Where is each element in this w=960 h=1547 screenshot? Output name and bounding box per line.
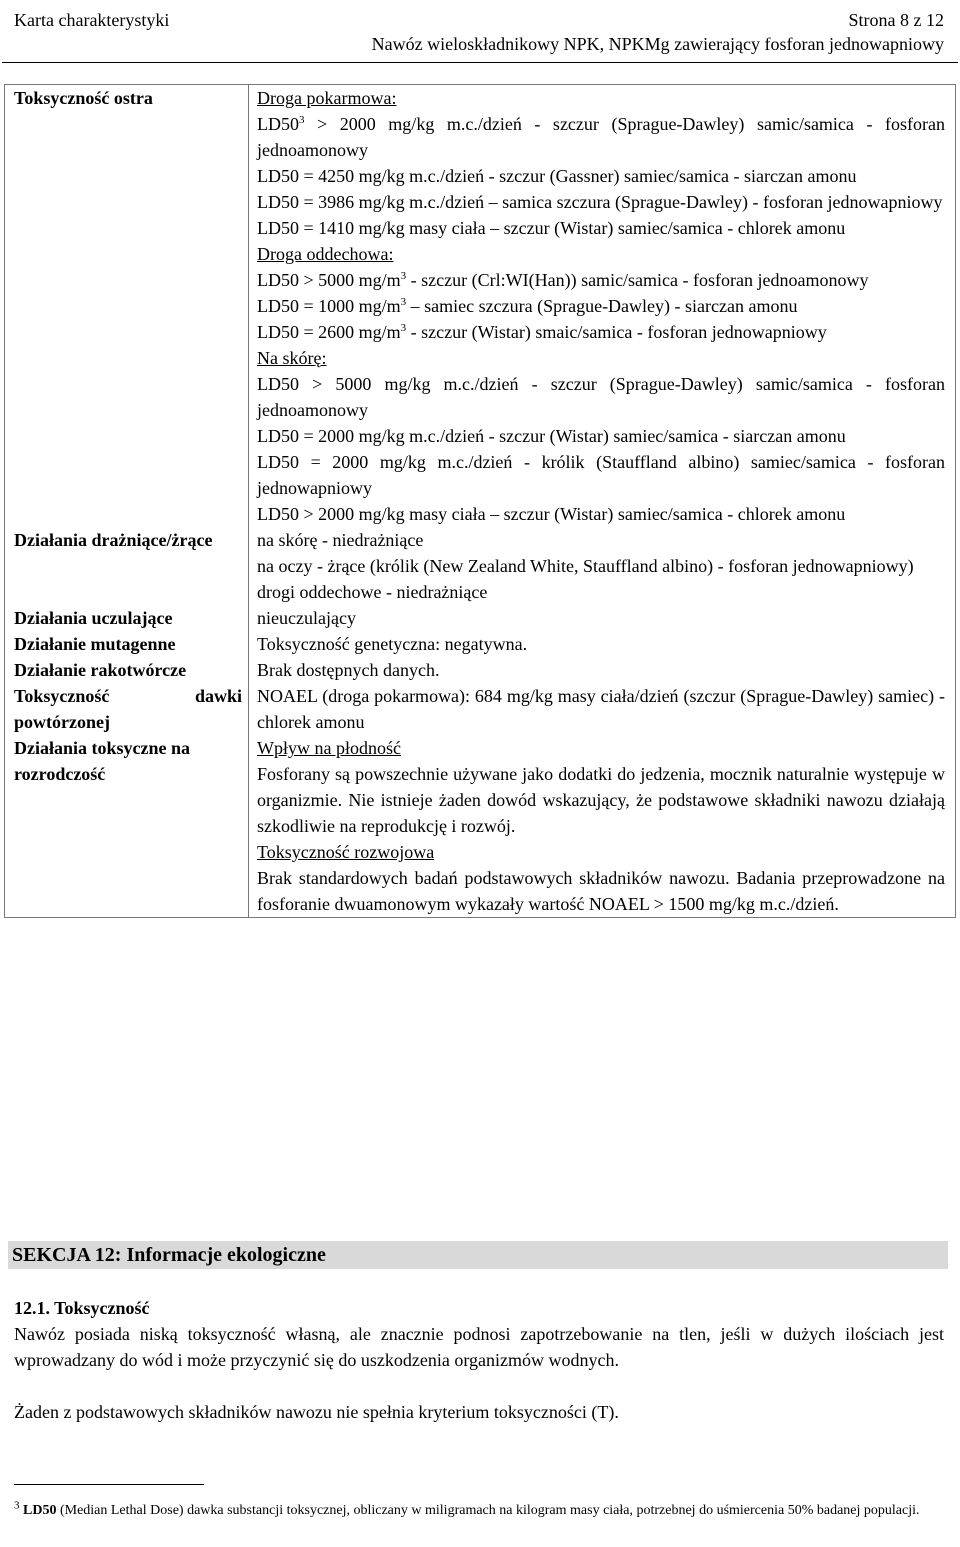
label-sensitization: Działania uczulające <box>5 605 249 631</box>
row-mutagenic <box>5 631 956 657</box>
dermal-entry-1: LD50 > 5000 mg/kg m.c./dzień - szczur (Sprague-Dawley) samic/samica - fosforan jednoamonowy <box>257 374 945 420</box>
oral-entry-2: LD50 = 4250 mg/kg m.c./dzień - szczur (Gassner) samiec/samica - siarczan amonu <box>257 166 857 186</box>
row-reproductive <box>5 735 956 918</box>
value-mutagenic: Toksyczność genetyczna: negatywna. <box>257 634 528 654</box>
row-sensitization <box>5 605 956 631</box>
label-irritation: Działania drażniące/żrące <box>5 527 249 605</box>
label-repeated-dose: Toksyczność dawki powtórzonej <box>5 683 249 735</box>
inhalation-entry-1: LD50 > 5000 $mg/m^3$ - szczur (Crl:WI(Han)) samic/samica - fosforan jednoamonowy <box>257 270 869 290</box>
value-irritation <box>249 527 956 605</box>
label-carcinogenic: Działanie rakotwórcze <box>5 657 249 683</box>
developmental-text: Brak standardowych badań podstawowych składników nawozu. Badania przeprowadzone na fosforanie dwuamonowym wykazały wartość NOAEL > 1500 mg/kg m.c./dzień. <box>257 868 945 914</box>
oral-entry-1: $LD50^3 > 2000$ mg/kg m.c./dzień - szczur (Sprague-Dawley) samic/samica - fosforan jednoamonowy <box>257 114 945 160</box>
oral-heading: Droga pokarmowa: <box>257 88 397 108</box>
value-repeated-dose: NOAEL (droga pokarmowa): 684 mg/kg masy ciała/dzień (szczur (Sprague-Dawley) samiec) - chlorek amonu <box>257 686 945 732</box>
oral-entry-3: LD50 = 3986 mg/kg m.c./dzień – samica szczura (Sprague-Dawley) - fosforan jednowapniowy <box>257 192 943 212</box>
dermal-entry-2: LD50 = 2000 mg/kg m.c./dzień - szczur (Wistar) samiec/samica - siarczan amonu <box>257 426 846 446</box>
section-12-title: SEKCJA 12: Informacje ekologiczne <box>8 1241 948 1269</box>
footnote <box>14 1500 944 1521</box>
footnote-divider <box>14 1484 204 1485</box>
developmental-heading: Toksyczność rozwojowa <box>257 842 435 862</box>
label-acute-toxicity: Toksyczność ostra <box>5 85 249 528</box>
inhalation-entry-2: LD50 = 1000 $mg/m^3$ – samiec szczura (Sprague-Dawley) - siarczan amonu <box>257 296 798 316</box>
footnote-text: (Median Lethal Dose) dawka substancji toksycznej, obliczany w miligramach na kilogram masy ciała, potrzebnej do uśmiercenia 50% badanej populacji. <box>56 1503 920 1518</box>
page-header <box>14 8 944 56</box>
oral-entry-4: LD50 = 1410 mg/kg masy ciała – szczur (Wistar) samiec/samica - chlorek amonu <box>257 218 846 238</box>
inhalation-heading: Droga oddechowa: <box>257 244 394 264</box>
irritation-eyes: na oczy - żrące (królik (New Zealand White, Stauffland albino) - fosforan jednowapniowy) <box>257 556 914 576</box>
document-title: Karta charakterystyki <box>14 10 170 30</box>
row-acute-toxicity <box>5 85 956 528</box>
label-mutagenic: Działanie mutagenne <box>5 631 249 657</box>
dermal-entry-4: LD50 > 2000 mg/kg masy ciała – szczur (Wistar) samiec/samica - chlorek amonu <box>257 504 846 524</box>
value-sensitization: nieuczulający <box>257 608 356 628</box>
fertility-heading: Wpływ na płodność <box>257 738 401 758</box>
footnote-term: LD50 <box>23 1503 57 1518</box>
row-irritation <box>5 527 956 605</box>
ecotox-paragraph: Nawóz posiada niską toksyczność własną, ale znacznie podnosi zapotrzebowanie na tlen, jeśli w dużych ilościach jest wprowadzany do wód i może przyczynić się do uszkodzenia organizmów wodnych. <box>14 1324 944 1370</box>
page-number: Strona 8 z 12 <box>848 10 944 30</box>
dermal-heading: Na skórę: <box>257 348 327 368</box>
irritation-respiratory: drogi oddechowe - niedrażniące <box>257 582 488 602</box>
footnote-marker: 3 <box>14 1499 20 1512</box>
irritation-skin: na skórę - niedrażniące <box>257 530 424 550</box>
toxicity-table <box>4 84 956 918</box>
value-carcinogenic: Brak dostępnych danych. <box>257 660 440 680</box>
subsection-heading: 12.1. Toksyczność <box>14 1298 150 1318</box>
value-acute-toxicity <box>249 85 956 528</box>
header-divider <box>2 62 958 63</box>
ecotox-note: Żaden z podstawowych składników nawozu nie spełnia kryterium toksyczności (T). <box>14 1402 619 1422</box>
label-reproductive: Działania toksyczne na rozrodczość <box>5 735 249 918</box>
product-name: Nawóz wieloskładnikowy NPK, NPKMg zawierający fosforan jednowapniowy <box>371 34 944 54</box>
row-repeated-dose <box>5 683 956 735</box>
value-reproductive <box>249 735 956 918</box>
inhalation-entry-3: LD50 = 2600 $mg/m^3$ - szczur (Wistar) smaic/samica - fosforan jednowapniowy <box>257 322 827 342</box>
dermal-entry-3: LD50 = 2000 mg/kg m.c./dzień - królik (Stauffland albino) samiec/samica - fosforan jednowapniowy <box>257 452 945 498</box>
row-carcinogenic <box>5 657 956 683</box>
fertility-text: Fosforany są powszechnie używane jako dodatki do jedzenia, mocznik naturalnie występuje w organizmie. Nie istnieje żaden dowód wskazujący, że podstawowe składniki nawozu działają szkodliwie na reprodukcję i rozwój. <box>257 764 945 836</box>
